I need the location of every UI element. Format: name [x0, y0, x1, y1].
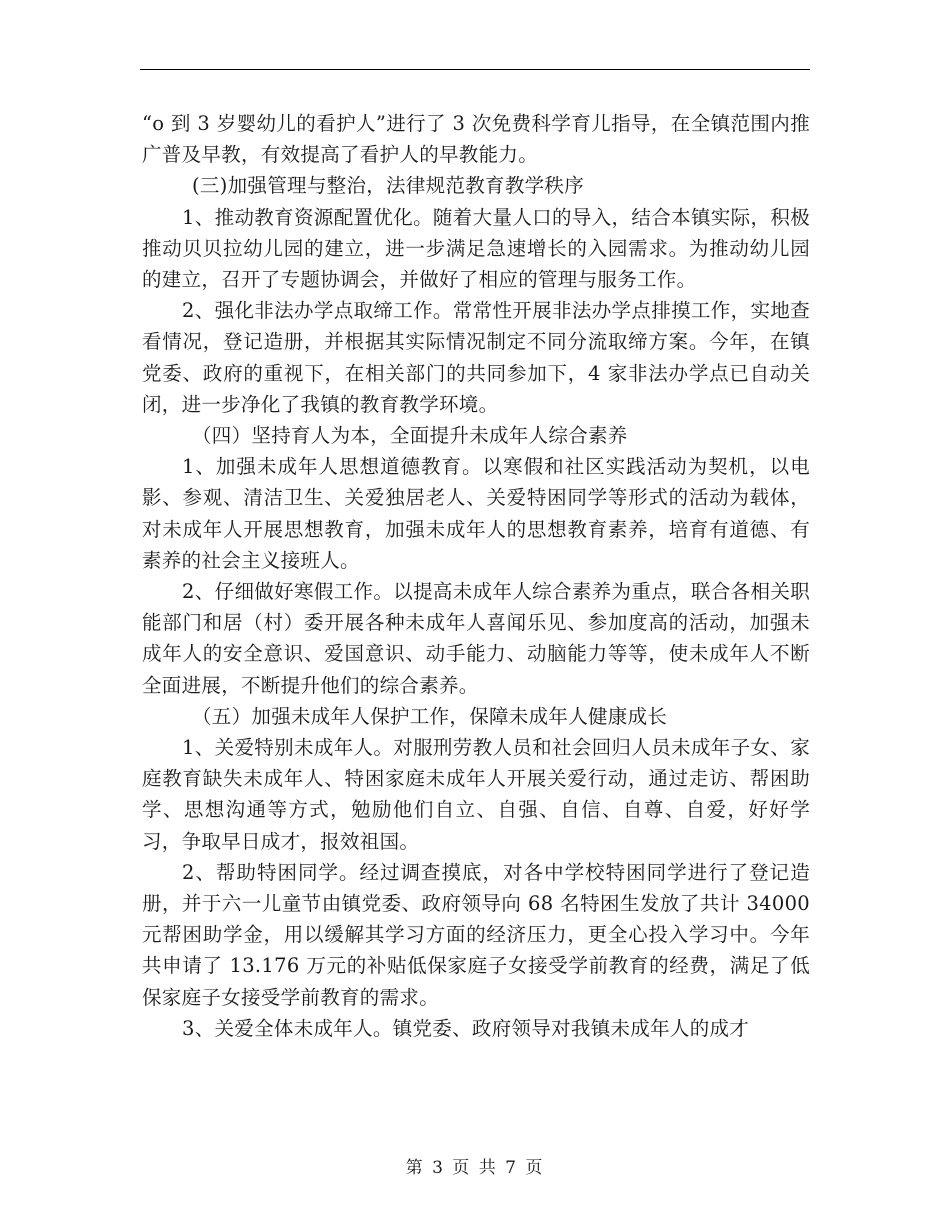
paragraph: 1、推动教育资源配置优化。随着大量人口的导入，结合本镇实际，积极推动贝贝拉幼儿园的建立，进一步满足急速增长的入园需求。为推动幼儿园的建立，召开了专题协调会，并做好了相应的管理与服务工作。: [142, 205, 810, 292]
paragraph: 2、强化非法办学点取缔工作。常常性开展非法办学点排摸工作，实地查看情况，登记造册，并根据其实际情况制定不同分流取缔方案。今年，在镇党委、政府的重视下，在相关部门的共同参加下，4 家非法办学点已自动关闭，进一步净化了我镇的教育教学环境。: [142, 299, 810, 416]
paragraph: 1、关爱特别未成年人。对服刑劳教人员和社会回归人员未成年子女、家庭教育缺失未成年人、特困家庭未成年人开展关爱行动，通过走访、帮困助学、思想沟通等方式，勉励他们自立、自强、自信、自尊、自爱，好好学习，争取早日成才，报效祖国。: [142, 736, 810, 853]
section-heading: （四）坚持育人为本，全面提升未成年人综合素养: [192, 424, 628, 448]
paragraph: 2、帮助特困同学。经过调查摸底，对各中学校特困同学进行了登记造册，并于六一儿童节由镇党委、政府领导向 68 名特困生发放了共计 34000 元帮困助学金，用以缓解其学习方面的经济压力，更全心投入学习中。今年共申请了 13.176 万元的补贴低保家庭子女接受学前教育的经费，满足了低保家庭子女接受学前教育的需求。: [142, 860, 810, 1009]
document-body: [142, 108, 810, 1044]
header-rule: [140, 69, 810, 70]
paragraph: 1、加强未成年人思想道德教育。以寒假和社区实践活动为契机，以电影、参观、清洁卫生、关爱独居老人、关爱特困同学等形式的活动为载体，对未成年人开展思想教育，加强未成年人的思想教育素养，培育有道德、有素养的社会主义接班人。: [142, 455, 810, 572]
section-heading: (三)加强管理与整治，法律规范教育教学秩序: [192, 174, 585, 198]
page-number: 第 3 页 共 7 页: [405, 1158, 545, 1178]
section-heading: （五）加强未成年人保护工作，保障未成年人健康成长: [192, 704, 668, 728]
paragraph: 3、关爱全体未成年人。镇党委、政府领导对我镇未成年人的成才: [182, 1016, 750, 1040]
paragraph: 2、仔细做好寒假工作。以提高未成年人综合素养为重点，联合各相关职能部门和居（村）委开展各种未成年人喜闻乐见、参加度高的活动，加强未成年人的安全意识、爱国意识、动手能力、动脑能力等等，使未成年人不断全面进展，不断提升他们的综合素养。: [142, 580, 810, 697]
paragraph: “o 到 3 岁婴幼儿的看护人”进行了 3 次免费科学育儿指导，在全镇范围内推广普及早教，有效提高了看护人的早教能力。: [142, 112, 810, 167]
